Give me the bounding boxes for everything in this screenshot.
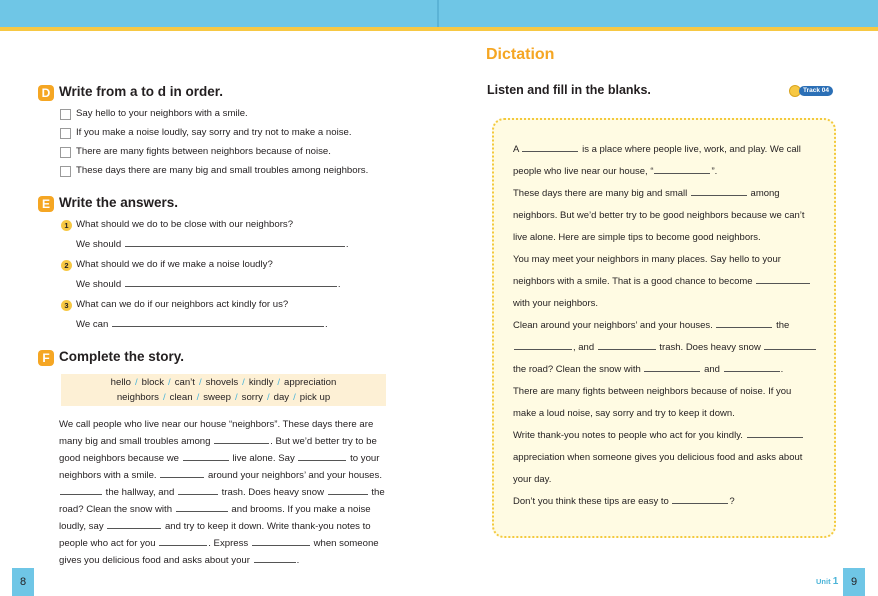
story-blank[interactable] bbox=[298, 459, 346, 461]
dictation-line-1 bbox=[513, 144, 801, 155]
dictation-subtitle: Listen and fill in the blanks. bbox=[487, 83, 651, 97]
word-bank bbox=[61, 374, 386, 406]
word: hello bbox=[110, 377, 131, 388]
word: day bbox=[273, 392, 290, 403]
order-box-4[interactable] bbox=[60, 166, 71, 177]
answer-3 bbox=[76, 319, 328, 330]
dictation-line-8: with your neighbors. bbox=[513, 298, 599, 309]
story-blank[interactable] bbox=[328, 493, 368, 495]
dictation-blank[interactable] bbox=[644, 370, 700, 372]
dictation-blank[interactable] bbox=[756, 282, 810, 284]
story-text: . But we’d better try to be bbox=[270, 436, 377, 447]
dictation-line-15: appreciation when someone gives you delicious food and asks about bbox=[513, 452, 803, 463]
story-blank[interactable] bbox=[183, 459, 229, 461]
dictation-line-17 bbox=[513, 496, 735, 507]
story-line-2 bbox=[59, 436, 377, 447]
dictation-text: A bbox=[513, 144, 519, 155]
dictation-text: ”. bbox=[711, 166, 718, 177]
dictation-blank[interactable] bbox=[724, 370, 780, 372]
section-d-badge: D bbox=[38, 85, 54, 101]
story-line-3 bbox=[59, 453, 379, 464]
dictation-blank[interactable] bbox=[691, 194, 747, 196]
dictation-title: Dictation bbox=[486, 46, 555, 63]
question-2-number: 2 bbox=[61, 260, 72, 271]
page-spine bbox=[437, 0, 439, 27]
story-text: live alone. Say bbox=[232, 453, 295, 464]
story-blank[interactable] bbox=[214, 442, 269, 444]
dictation-text: Clean around your neighbors’ and your houses. bbox=[513, 320, 713, 331]
dictation-line-9 bbox=[513, 320, 789, 331]
answer-1-lead: We should bbox=[76, 239, 122, 250]
word: sorry bbox=[241, 392, 263, 403]
order-box-3[interactable] bbox=[60, 147, 71, 158]
dictation-line-4: neighbors. But we’d better try to be good neighbors because we can’t bbox=[513, 210, 805, 221]
answer-1-end: . bbox=[345, 239, 349, 250]
story-text: loudly, say bbox=[59, 521, 104, 532]
unit-word: Unit bbox=[816, 577, 831, 586]
story-blank[interactable] bbox=[160, 476, 204, 478]
dictation-blank[interactable] bbox=[522, 150, 578, 152]
dictation-text: and bbox=[704, 364, 720, 375]
order-box-1[interactable] bbox=[60, 109, 71, 120]
word-separator: / bbox=[162, 392, 166, 403]
word-separator: / bbox=[198, 377, 202, 388]
story-line-4 bbox=[59, 470, 382, 481]
story-line-5 bbox=[59, 487, 385, 498]
word-separator: / bbox=[196, 392, 200, 403]
story-blank[interactable] bbox=[252, 544, 310, 546]
dictation-blank[interactable] bbox=[672, 502, 728, 504]
page-number-left: 8 bbox=[12, 568, 34, 596]
question-1-number: 1 bbox=[61, 220, 72, 231]
word: shovels bbox=[205, 377, 239, 388]
word: neighbors bbox=[116, 392, 159, 403]
section-d-item-2: If you make a noise loudly, say sorry and try not to make a noise. bbox=[76, 127, 352, 138]
word-bank-row-1 bbox=[61, 377, 386, 388]
section-e-title: Write the answers. bbox=[59, 195, 179, 210]
page-number-right: 9 bbox=[843, 568, 865, 596]
dictation-blank[interactable] bbox=[747, 436, 803, 438]
dictation-line-6: You may meet your neighbors in many places. Say hello to your bbox=[513, 254, 781, 265]
dictation-line-7 bbox=[513, 276, 811, 287]
story-text: the bbox=[371, 487, 385, 498]
word-separator: / bbox=[242, 377, 245, 388]
story-blank[interactable] bbox=[176, 510, 228, 512]
dictation-blank[interactable] bbox=[764, 348, 816, 350]
story-blank[interactable] bbox=[254, 561, 296, 563]
word: pick up bbox=[299, 392, 331, 403]
order-box-2[interactable] bbox=[60, 128, 71, 139]
word-separator: / bbox=[134, 377, 138, 388]
word: can’t bbox=[174, 377, 195, 388]
story-text: the hallway, and bbox=[105, 487, 175, 498]
dictation-line-3 bbox=[513, 188, 780, 199]
dictation-line-2 bbox=[513, 166, 717, 177]
answer-2 bbox=[76, 279, 341, 290]
story-line-8 bbox=[59, 538, 379, 549]
dictation-line-10 bbox=[513, 342, 817, 353]
dictation-blank[interactable] bbox=[598, 348, 656, 350]
track-label: Track 04 bbox=[799, 86, 833, 96]
answer-1-blank[interactable] bbox=[125, 245, 345, 247]
dictation-text: the road? Clean the snow with bbox=[513, 364, 641, 375]
story-text: gives you delicious food and asks about your bbox=[59, 555, 250, 566]
story-line-6 bbox=[59, 504, 371, 515]
question-2-text: What should we do if we make a noise loudly? bbox=[76, 259, 273, 270]
dictation-text: These days there are many big and small bbox=[513, 188, 688, 199]
answer-2-lead: We should bbox=[76, 279, 122, 290]
question-3-text: What can we do if our neighbors act kindly for us? bbox=[76, 299, 289, 310]
dictation-line-16: your day. bbox=[513, 474, 552, 485]
story-line-1 bbox=[59, 419, 373, 430]
dictation-line-14 bbox=[513, 430, 804, 441]
dictation-text: the bbox=[776, 320, 790, 331]
story-text: and brooms. If you make a noise bbox=[231, 504, 371, 515]
story-blank[interactable] bbox=[159, 544, 207, 546]
story-text: people who act for you bbox=[59, 538, 156, 549]
section-f-badge: F bbox=[38, 350, 54, 366]
story-text: when someone bbox=[313, 538, 379, 549]
answer-3-end: . bbox=[325, 319, 328, 330]
story-text: good neighbors because we bbox=[59, 453, 180, 464]
word-separator: / bbox=[234, 392, 238, 403]
unit-label bbox=[816, 576, 838, 587]
answer-2-blank[interactable] bbox=[125, 285, 337, 287]
story-text: around your neighbors’ and your houses. bbox=[207, 470, 382, 481]
answer-3-lead: We can bbox=[76, 319, 109, 330]
dictation-line-12: There are many fights between neighbors because of noise. If you bbox=[513, 386, 792, 397]
section-d-item-1: Say hello to your neighbors with a smile. bbox=[76, 108, 248, 119]
story-text: We call people who live near our house “neighbors”. These days there are bbox=[59, 419, 374, 430]
story-line-9 bbox=[59, 555, 299, 566]
dictation-text: trash. Does heavy snow bbox=[659, 342, 761, 353]
word-bank-row-2 bbox=[61, 392, 386, 403]
word: clean bbox=[169, 392, 193, 403]
dictation-text: Don’t you think these tips are easy to bbox=[513, 496, 669, 507]
word-separator: / bbox=[277, 377, 281, 388]
dictation-line-11 bbox=[513, 364, 783, 375]
unit-number: 1 bbox=[832, 576, 839, 587]
story-blank[interactable] bbox=[107, 527, 161, 529]
dictation-text: Write thank-you notes to people who act for you kindly. bbox=[513, 430, 743, 441]
top-color-bar bbox=[0, 0, 878, 27]
word-separator: / bbox=[168, 377, 171, 388]
section-d-item-3: There are many fights between neighbors because of noise. bbox=[76, 146, 331, 157]
story-text: . bbox=[296, 555, 300, 566]
story-blank[interactable] bbox=[60, 493, 102, 495]
question-3-number: 3 bbox=[61, 300, 72, 311]
dictation-text: ? bbox=[729, 496, 735, 507]
word-separator: / bbox=[266, 392, 270, 403]
dictation-text: among bbox=[750, 188, 780, 199]
story-line-7 bbox=[59, 521, 371, 532]
word-separator: / bbox=[293, 392, 296, 403]
section-e-badge: E bbox=[38, 196, 54, 212]
story-blank[interactable] bbox=[178, 493, 218, 495]
dictation-line-5: live alone. Here are simple tips to become good neighbors. bbox=[513, 232, 761, 243]
section-d-title: Write from a to d in order. bbox=[59, 84, 224, 99]
word: appreciation bbox=[284, 377, 337, 388]
word: block bbox=[141, 377, 165, 388]
question-1-text: What should we do to be close with our neighbors? bbox=[76, 219, 294, 230]
word: kindly bbox=[248, 377, 274, 388]
story-text: road? Clean the snow with bbox=[59, 504, 173, 515]
answer-3-blank[interactable] bbox=[112, 325, 324, 327]
top-yellow-stripe bbox=[0, 27, 878, 31]
dictation-text: is a place where people live, work, and play. We call bbox=[582, 144, 801, 155]
story-text: and try to keep it down. Write thank-you notes to bbox=[164, 521, 371, 532]
dictation-blank[interactable] bbox=[654, 172, 710, 174]
story-text: trash. Does heavy snow bbox=[221, 487, 325, 498]
dictation-text: . bbox=[780, 364, 784, 375]
dictation-blank[interactable] bbox=[716, 326, 772, 328]
dictation-text: neighbors with a smile. That is a good chance to become bbox=[513, 276, 753, 287]
word: sweep bbox=[203, 392, 231, 403]
story-text: many big and small troubles among bbox=[59, 436, 211, 447]
dictation-text: people who live near our house, “ bbox=[513, 166, 654, 177]
dictation-blank[interactable] bbox=[514, 348, 572, 350]
story-text: neighbors with a smile. bbox=[59, 470, 157, 481]
answer-2-end: . bbox=[337, 279, 341, 290]
story-text: . Express bbox=[208, 538, 249, 549]
story-text: to your bbox=[350, 453, 380, 464]
dictation-text: , and bbox=[573, 342, 595, 353]
dictation-line-13: make a loud noise, say sorry and try to keep it down. bbox=[513, 408, 735, 419]
section-d-item-4: These days there are many big and small troubles among neighbors. bbox=[76, 165, 369, 176]
section-f-title: Complete the story. bbox=[59, 349, 185, 364]
answer-1 bbox=[76, 239, 349, 250]
